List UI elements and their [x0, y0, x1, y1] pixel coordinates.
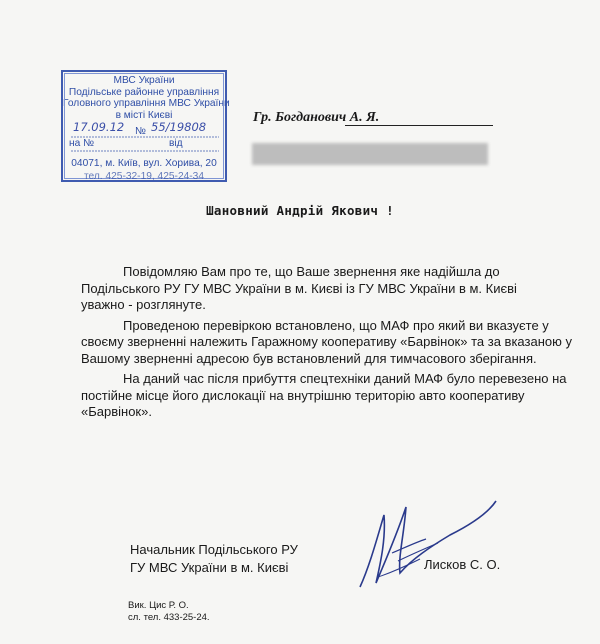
redacted-address — [252, 143, 488, 165]
recipient-name: Гр. Богданович А. Я. — [253, 110, 380, 125]
recipient-underline — [345, 125, 493, 126]
signer-name: Лисков С. О. — [424, 557, 501, 572]
stamp-address: 04071, м. Київ, вул. Хорива, 20 — [71, 158, 217, 169]
executor-name: Вик. Цис Р. О. — [128, 600, 189, 611]
paragraph-2 — [81, 318, 581, 368]
body-line: Вашому зверненні адресою був встановлений для тимчасового зберігання. — [81, 350, 537, 366]
stamp-line-4: в місті Києві — [115, 109, 173, 121]
signature-title-line-2: ГУ МВС України в м. Києві — [130, 560, 289, 575]
signature-title — [130, 541, 298, 577]
body-line: Подільського РУ ГУ МВС України в м. Києві із ГУ МВС України в м. Києві — [81, 280, 517, 296]
stamp-line-2: Подільське районне управління — [68, 86, 220, 98]
stamp-underline-2 — [71, 150, 219, 152]
paragraph-1 — [81, 264, 581, 314]
body-line: Проведеною перевіркою встановлено, що МАФ про який ви вказуєте у — [123, 317, 549, 333]
stamp-number: 55/19808 — [151, 120, 207, 134]
executor-info — [128, 600, 210, 624]
body-line: «Барвінок». — [81, 404, 152, 419]
executor-phone: сл. тел. 433-25-24. — [128, 612, 210, 623]
stamp-line-1: МВС України — [113, 75, 175, 86]
stamp-na-label: на № — [69, 138, 95, 149]
body-line: постійне місце його дислокації на внутрішню територію авто кооперативу — [81, 387, 525, 403]
handwritten-signature — [340, 495, 500, 595]
body-line: уважно - розглянуте. — [81, 297, 206, 312]
stamp-phones: тел. 425-32-19, 425-24-34 — [83, 171, 205, 182]
letter-body — [81, 264, 581, 421]
stamp-vid-label: від — [169, 138, 183, 149]
stamp-line-3: Головного управління МВС України — [63, 98, 230, 110]
body-line: своєму зверненні належить Гаражному кооперативу «Барвінок» та за вказаною у — [81, 334, 572, 349]
body-line: На даний час після прибуття спецтехніки даний МАФ було перевезено на — [123, 371, 567, 386]
paragraph-3 — [81, 371, 581, 421]
official-stamp — [61, 70, 230, 182]
stamp-date: 17.09.12 — [73, 120, 125, 134]
stamp-number-label: № — [135, 126, 146, 137]
signature-title-line-1: Начальник Подільського РУ — [130, 542, 298, 557]
body-line: Повідомляю Вам про те, що Ваше звернення яке надійшла до — [123, 264, 500, 279]
greeting: Шановний Андрій Якович ! — [206, 203, 394, 218]
